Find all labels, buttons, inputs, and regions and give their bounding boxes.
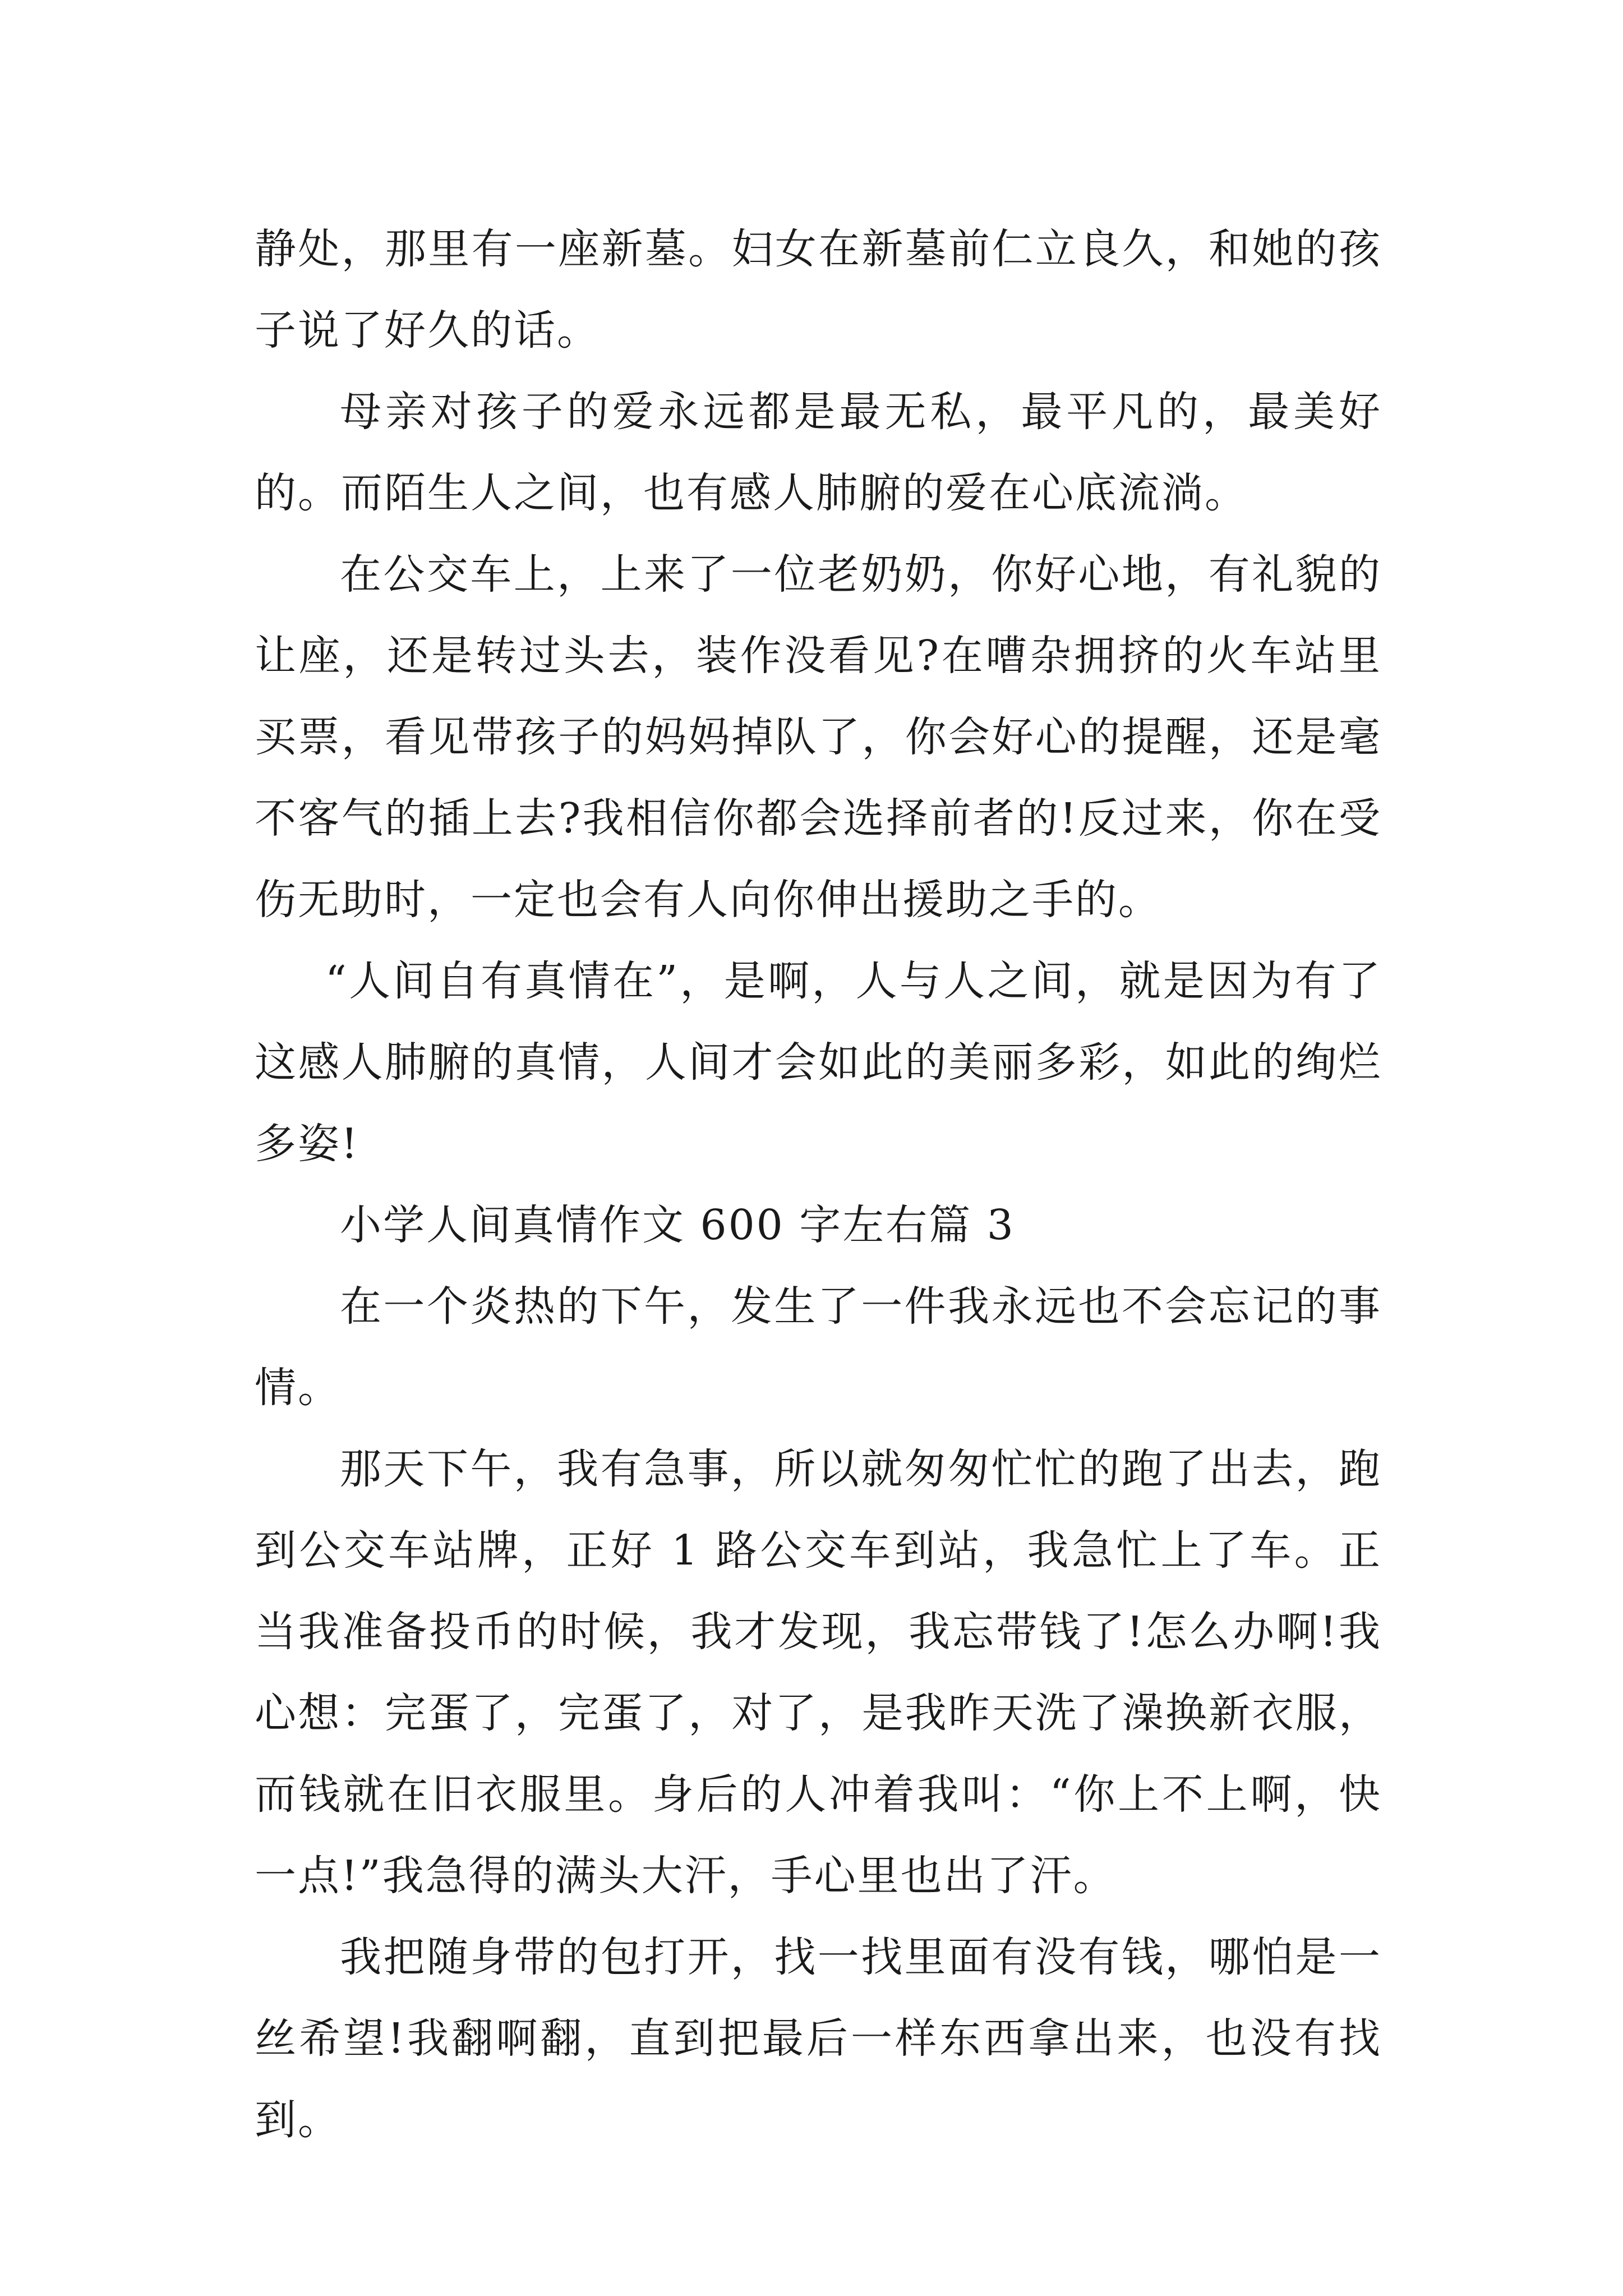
- paragraph: 在一个炎热的下午，发生了一件我永远也不会忘记的事情。: [255, 1282, 1382, 1412]
- paragraph: 我把随身带的包打开，找一找里面有没有钱，哪怕是一丝希望!我翻啊翻，直到把最后一样东西拿出来，也没有找到。: [255, 1933, 1382, 2144]
- paragraph: 那天下午，我有急事，所以就匆匆忙忙的跑了出去，跑到公交车站牌，正好 1 路公交车到站，我急忙上了车。正当我准备投币的时候，我才发现，我忘带钱了!怎么办啊!我心想：完蛋了，完蛋了，对了，是我昨天洗了澡换新衣服，而钱就在旧衣服里。身后的人冲着我叫：“你上不上啊，快一点!”我急得的满头大汗，手心里也出了汗。: [255, 1445, 1382, 1900]
- paragraph-quote: “人间自有真情在”，是啊，人与人之间，就是因为有了这感人肺腑的真情，人间才会如此的美丽多彩，如此的绚烂多姿!: [255, 957, 1382, 1168]
- paragraph-continued: 静处，那里有一座新墓。妇女在新墓前仁立良久，和她的孩子说了好久的话。: [255, 225, 1382, 355]
- paragraph: 母亲对孩子的爱永远都是最无私，最平凡的，最美好的。而陌生人之间，也有感人肺腑的爱在心底流淌。: [255, 388, 1382, 517]
- section-heading: 小学人间真情作文 600 字左右篇 3: [340, 1201, 1015, 1249]
- paragraph: 在公交车上，上来了一位老奶奶，你好心地，有礼貌的让座，还是转过头去，装作没看见?在嘈杂拥挤的火车站里买票，看见带孩子的妈妈掉队了，你会好心的提醒，还是毫不客气的插上去?我相信你都会选择前者的!反过来，你在受伤无助时，一定也会有人向你伸出援助之手的。: [255, 550, 1382, 924]
- document-body: [255, 209, 1382, 2161]
